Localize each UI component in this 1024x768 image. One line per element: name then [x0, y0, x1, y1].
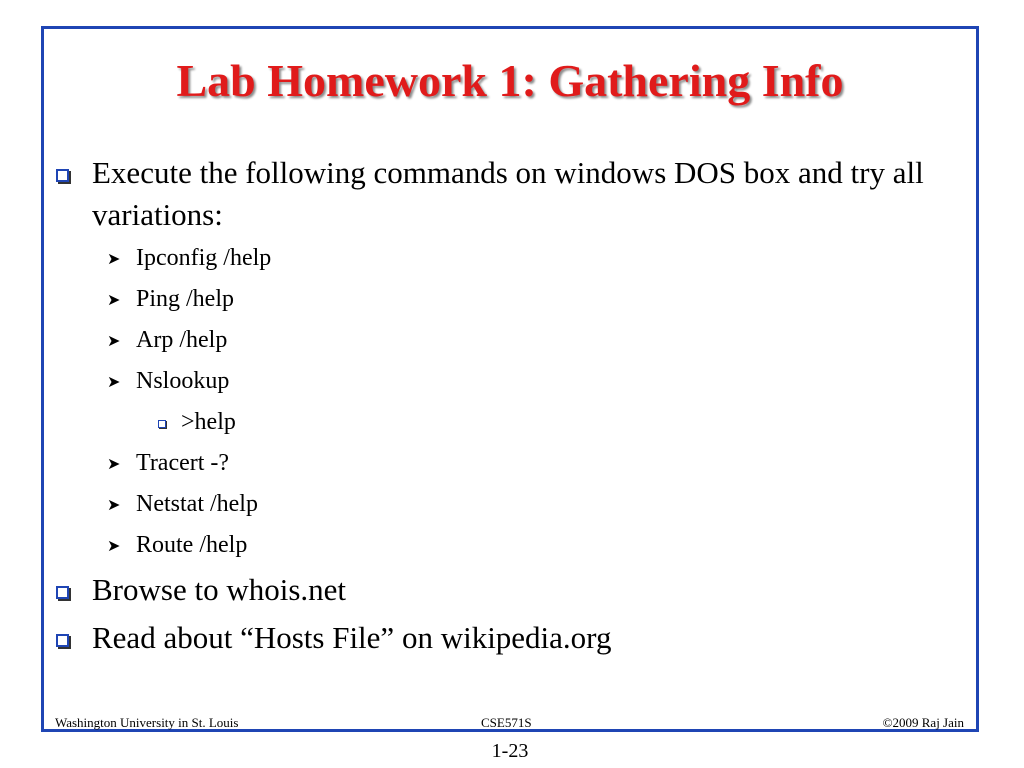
- sub-item-netstat: Netstat /help: [136, 491, 258, 517]
- sub-item-tracert: Tracert -?: [136, 450, 230, 476]
- arrowhead-bullet-icon: ➤: [107, 454, 121, 473]
- arrowhead-bullet-icon: ➤: [107, 290, 121, 309]
- arrowhead-bullet-icon: ➤: [107, 331, 121, 350]
- sub-item-ipconfig: Ipconfig /help: [136, 245, 272, 271]
- arrowhead-bullet-icon: ➤: [107, 372, 121, 391]
- sub-item-arp: Arp /help: [136, 327, 228, 353]
- footer-institution: Washington University in St. Louis: [55, 715, 239, 730]
- sub-item-nslookup: Nslookup: [136, 368, 230, 394]
- sub-item-ping: Ping /help: [136, 286, 235, 312]
- square-bullet-icon: [56, 169, 69, 182]
- footer-divider: [44, 731, 976, 732]
- footer-course: CSE571S: [481, 715, 532, 730]
- bullet-execute-commands: Execute the following commands on windows DOS box and try all variations:: [92, 155, 924, 232]
- square-bullet-icon: [56, 634, 69, 647]
- square-bullet-icon: [56, 586, 69, 599]
- arrowhead-bullet-icon: ➤: [107, 495, 121, 514]
- slide-title: Lab Homework 1: Gathering Info: [176, 55, 844, 106]
- page-number: 1-23: [491, 740, 529, 762]
- arrowhead-bullet-icon: ➤: [107, 249, 121, 268]
- sub-sub-item-help: >help: [181, 409, 236, 435]
- arrowhead-bullet-icon: ➤: [107, 536, 121, 555]
- sub-item-route: Route /help: [136, 532, 248, 558]
- bullet-hosts-file: Read about “Hosts File” on wikipedia.org: [92, 620, 612, 655]
- bullet-browse-whois: Browse to whois.net: [92, 572, 347, 607]
- small-square-bullet-icon: [158, 420, 166, 428]
- footer-copyright: ©2009 Raj Jain: [882, 715, 964, 730]
